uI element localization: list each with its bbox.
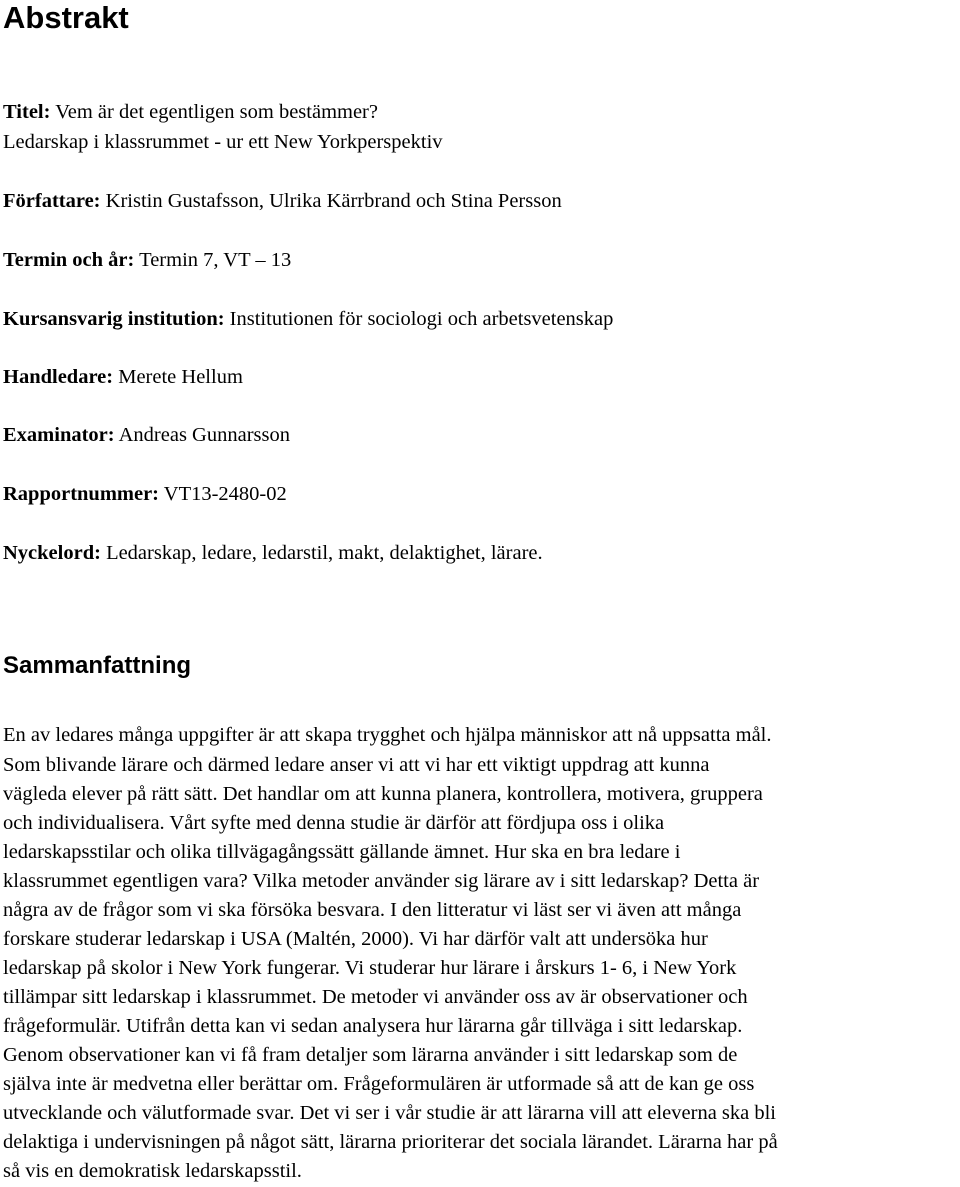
term-value: Termin 7, VT – 13	[139, 249, 292, 271]
examiner-row	[3, 421, 290, 449]
keywords-label: Nyckelord:	[3, 542, 101, 564]
summary-heading: Sammanfattning	[3, 652, 192, 679]
summary-line: Som blivande lärare och därmed ledare anser vi att vi har ett viktigt uppdrag att kunna	[3, 754, 710, 776]
page-title: Abstrakt	[3, 0, 129, 35]
institution-value: Institutionen för sociologi och arbetsvetenskap	[229, 308, 614, 330]
examiner-label: Examinator:	[3, 424, 115, 446]
summary-line: ledarskapsstilar och olika tillvägagångssätt gällande ämnet. Hur ska en bra ledare i	[3, 841, 681, 863]
summary-line: frågeformulär. Utifrån detta kan vi sedan analysera hur lärarna går tillväga i sitt ledarskap.	[3, 1015, 743, 1037]
supervisor-value: Merete Hellum	[118, 366, 243, 388]
summary-line: ledarskap på skolor i New York fungerar. Vi studerar hur lärare i årskurs 1- 6, i New York	[3, 957, 737, 979]
report-number-label: Rapportnummer:	[3, 483, 160, 505]
authors-label: Författare:	[3, 190, 101, 212]
term-label: Termin och år:	[3, 249, 135, 271]
title-subtitle: Ledarskap i klassrummet - ur ett New Yorkperspektiv	[3, 131, 443, 153]
authors-row	[3, 187, 562, 215]
title-row	[3, 98, 378, 126]
summary-line: så vis en demokratisk ledarskapsstil.	[3, 1160, 302, 1182]
summary-line: vägleda elever på rätt sätt. Det handlar om att kunna planera, kontrollera, motivera, gruppera	[3, 783, 763, 805]
summary-line: forskare studerar ledarskap i USA (Maltén, 2000). Vi har därför valt att undersöka hur	[3, 928, 708, 950]
summary-line: och individualisera. Vårt syfte med denna studie är därför att fördjupa oss i olika	[3, 812, 665, 834]
report-number-row	[3, 480, 287, 508]
summary-line: En av ledares många uppgifter är att skapa trygghet och hjälpa människor att nå uppsatta mål.	[3, 724, 772, 746]
institution-label: Kursansvarig institution:	[3, 308, 225, 330]
summary-line: delaktiga i undervisningen på något sätt, lärarna prioriterar det sociala lärandet. Lärarna har på	[3, 1131, 778, 1153]
title-label: Titel:	[3, 101, 51, 123]
summary-line: klassrummet egentligen vara? Vilka metoder använder sig lärare av i sitt ledarskap? Detta är	[3, 870, 760, 892]
supervisor-label: Handledare:	[3, 366, 114, 388]
institution-row	[3, 305, 613, 333]
supervisor-row	[3, 363, 243, 391]
authors-value: Kristin Gustafsson, Ulrika Kärrbrand och Stina Persson	[105, 190, 562, 212]
summary-line: tillämpar sitt ledarskap i klassrummet. De metoder vi använder oss av är observationer och	[3, 986, 748, 1008]
keywords-row	[3, 539, 543, 567]
term-row	[3, 246, 291, 274]
summary-line: utvecklande och välutformade svar. Det vi ser i vår studie är att lärarna vill att eleverna ska bli	[3, 1102, 777, 1124]
title-value: Vem är det egentligen som bestämmer?	[55, 101, 378, 123]
examiner-value: Andreas Gunnarsson	[118, 424, 290, 446]
keywords-value: Ledarskap, ledare, ledarstil, makt, delaktighet, lärare.	[106, 542, 543, 564]
report-number-value: VT13-2480-02	[163, 483, 287, 505]
summary-line: Genom observationer kan vi få fram detaljer som lärarna använder i sitt ledarskap som de	[3, 1044, 738, 1066]
summary-line: själva inte är medvetna eller berättar om. Frågeformulären är utformade så att de kan ge oss	[3, 1073, 755, 1095]
summary-line: några av de frågor som vi ska försöka besvara. I den litteratur vi läst ser vi även att många	[3, 899, 742, 921]
